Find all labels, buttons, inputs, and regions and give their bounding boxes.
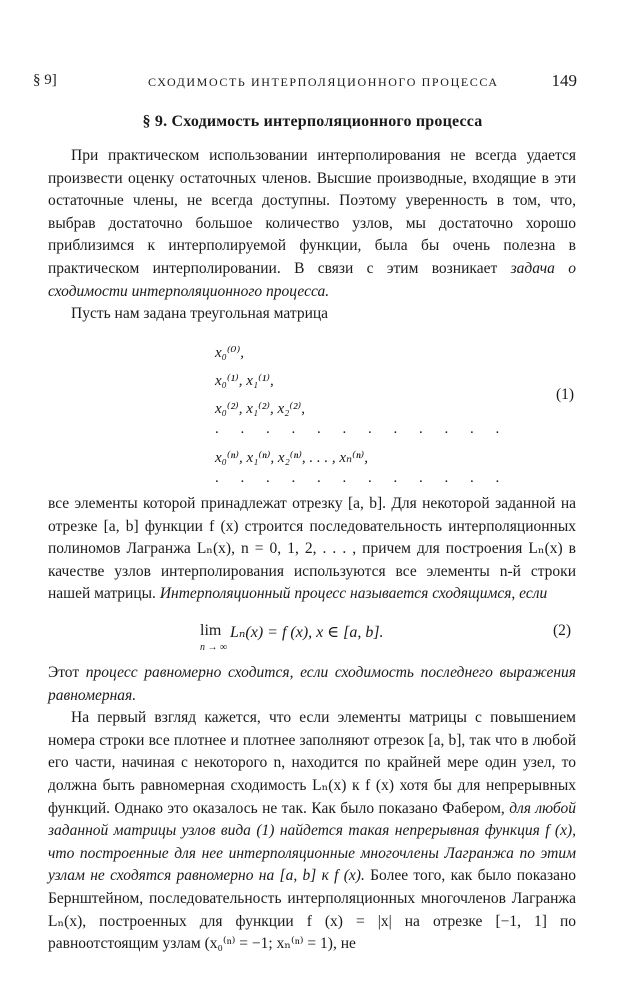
matrix-row-dots-1: . . . . . . . . . . . . (215, 421, 509, 437)
matrix-row-dots-2: . . . . . . . . . . . . (215, 470, 509, 486)
paragraph-3-block (48, 493, 576, 606)
matrix-row-1: x₀⁽⁰⁾, (215, 345, 245, 361)
paragraph-5-part1: На первый взгляд кажется, что если элементы матрицы с повышением номера строки все плотнее и плотнее заполняют отрезок [a, b], так что в любой его части, начиная с некоторого n, находится по крайней мере один узел, то должна быть равномерная сходимость Lₙ(x) к f (x) хотя бы для непрерывных функций. Однако это оказалось не так. Как было показано Фабером, (48, 709, 576, 817)
paragraph-2: Пусть нам задана треугольная матрица (71, 305, 329, 323)
paragraph-4-emphasis: процесс равномерно сходится, если сходимость последнего выражения равномерная. (48, 664, 576, 704)
matrix-row-n: x₀⁽ⁿ⁾, x₁⁽ⁿ⁾, x₂⁽ⁿ⁾, . . . , xₙ⁽ⁿ⁾, (215, 450, 368, 466)
equation-number-2: (2) (553, 622, 572, 639)
paragraph-1-text: При практическом использовании интерполирования не всегда удается произвести оценку остаточных членов. Высшие производные, входящие в эти остаточные члены, не всегда доступны. Поэтому уверенность в том, что, выбрав достаточно большое количество узлов, мы достаточно хорошо приблизимся к интерполируемой функции, была бы очень полезна в практическом интерполировании. В связи с этим возникает (48, 147, 576, 277)
formula-body: Lₙ(x) = f (x), x ∈ [a, b]. (230, 624, 384, 641)
running-title: СХОДИМОСТЬ ИНТЕРПОЛЯЦИОННОГО ПРОЦЕССА (148, 75, 499, 89)
final-block (48, 662, 576, 956)
section-title: § 9. Сходимость интерполяционного процесса (142, 113, 483, 130)
matrix-row-3: x₀⁽²⁾, x₁⁽²⁾, x₂⁽²⁾, (215, 401, 305, 417)
paragraph-3 (48, 493, 576, 606)
paragraph-1 (48, 145, 576, 303)
intro-block (48, 145, 576, 326)
paragraph-4 (48, 662, 576, 707)
header-section-ref: § 9] (33, 72, 57, 88)
paragraph-5 (48, 707, 576, 956)
limit-subscript: n → ∞ (200, 642, 228, 653)
paragraph-5-emphasis: для любой заданной матрицы узлов вида (1) найдется такая непрерывная функция f (x), что построенные для нее интерполяционные многочлены Лагранжа по этим узлам не сходятся равномерно на [a, b] к f (x). (48, 799, 576, 885)
limit-operator: lim (200, 622, 222, 639)
paragraph-4-lead: Этот (48, 664, 86, 681)
page-number: 149 (551, 71, 577, 90)
paragraph-1-emphasis: задача о сходимости интерполяционного процесса. (48, 259, 576, 300)
matrix-row-2: x₀⁽¹⁾, x₁⁽¹⁾, (215, 373, 274, 389)
triangular-matrix (215, 343, 575, 486)
paragraph-3-text: все элементы которой принадлежат отрезку [a, b]. Для некоторой заданной на отрезке [a, b] функции f (x) строится последовательность интерполяционных полиномов Лагранжа Lₙ(x), n = 0, 1, 2, . . . , причем для построения Lₙ(x) в качестве узлов интерполирования используются все элементы n-й строки нашей матрицы. (48, 495, 576, 603)
equation-number-1: (1) (556, 386, 575, 403)
paragraph-5-part2: Более того, как было показано Бернштейном, последовательность интерполяционных многочленов Лагранжа Lₙ(x), построенных для функции f (x) = |x| на отрезке [−1, 1] по равноотстоящим узлам (x₀⁽ⁿ⁾ = −1; xₙ⁽ⁿ⁾ = 1), не (48, 867, 576, 953)
paragraph-3-emphasis: Интерполяционный процесс называется сходящимся, если (159, 585, 548, 603)
